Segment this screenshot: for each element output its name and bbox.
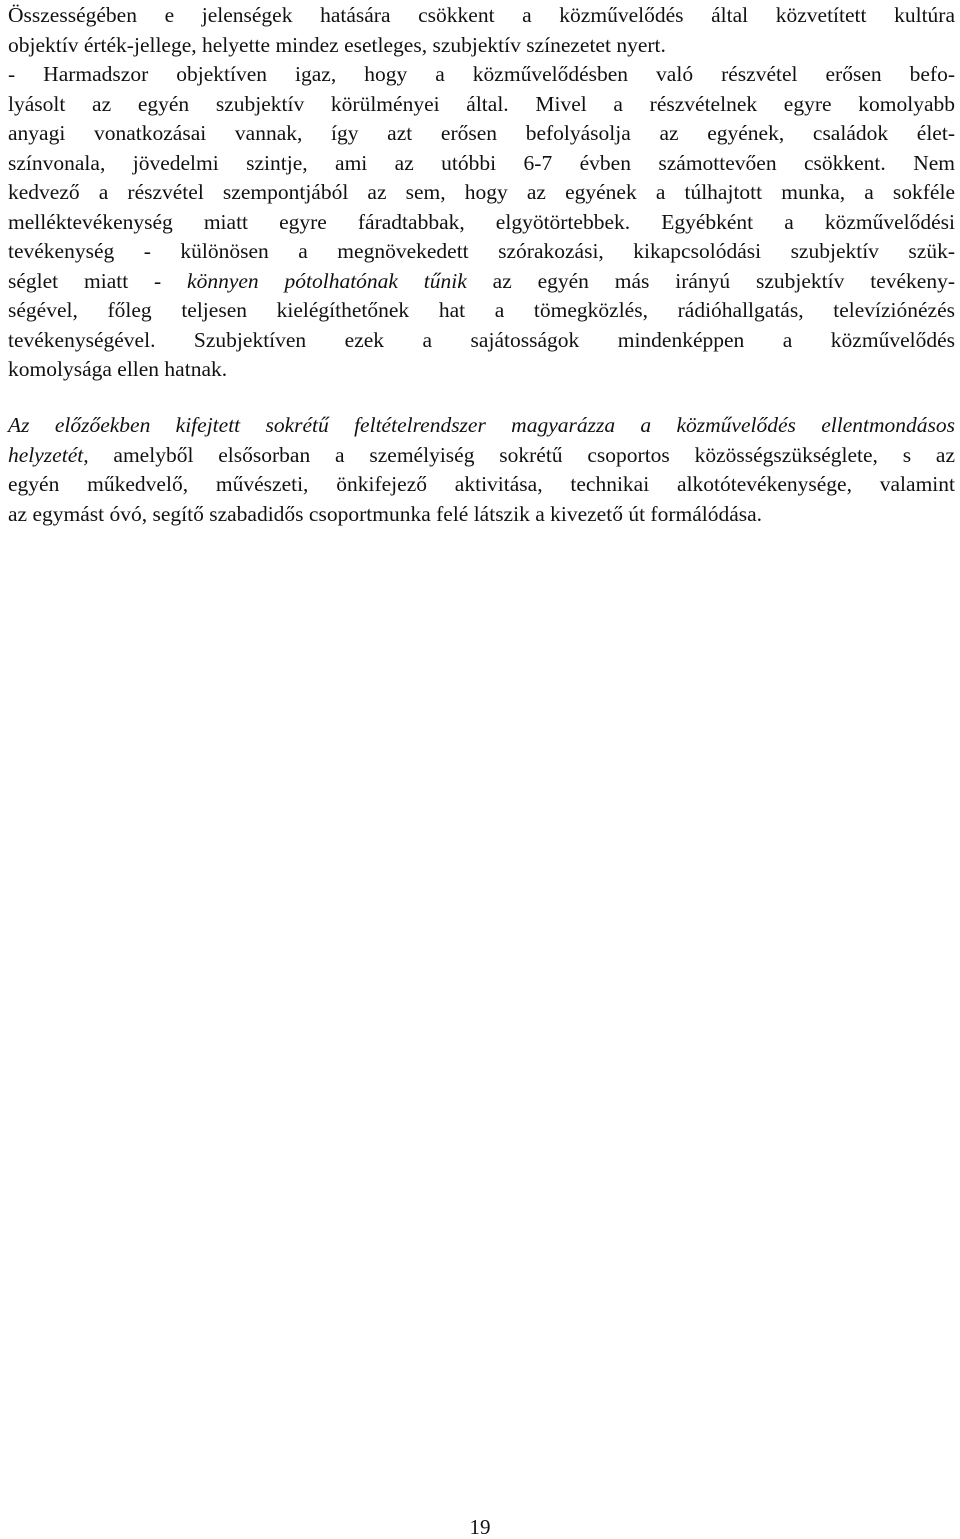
text-line: - Harmadszor objektíven igaz, hogy a közművelődésben való részvétel erősen befo-: [8, 62, 955, 86]
text-line: kedvező a részvétel szempontjából az sem, hogy az egyének a túlhajtott munka, a sokféle: [8, 180, 955, 204]
text-segment: séglet miatt -: [8, 268, 188, 293]
text-line: az egymást óvó, segítő szabadidős csoportmunka felé látszik a kivezető út formálódása.: [8, 501, 763, 526]
text-segment: amelyből elsősorban a személyiség sokrétű csoportos közösségszükséglete, s az: [88, 442, 955, 467]
text-line: [8, 441, 955, 471]
text-line: egyén műkedvelő, művészeti, önkifejező aktivitása, technikai alkotótevékenysége, valamint: [8, 472, 955, 496]
text-line: anyagi vonatkozásai vannak, így azt erősen befolyásolja az egyének, családok élet-: [8, 121, 955, 145]
text-line: [8, 267, 955, 297]
page-number: 19: [469, 1515, 491, 1539]
text-line: ségével, főleg teljesen kielégíthetőnek hat a tömegközlés, rádióhallgatás, televíziónézés: [8, 298, 955, 322]
text-line: lyásolt az egyén szubjektív körülményei által. Mivel a részvételnek egyre komolyabb: [8, 91, 955, 116]
text-line: Összességében e jelenségek hatására csökkent a közművelődés által közvetített kultúra: [8, 3, 955, 27]
italic-phrase: helyzetét,: [8, 442, 89, 467]
text-line: tevékenységével. Szubjektíven ezek a sajátosságok mindenképpen a közművelődés: [8, 327, 955, 352]
text-line: objektív érték-jellege, helyette mindez esetleges, szubjektív színezetet nyert.: [8, 32, 666, 57]
text-line: színvonala, jövedelmi szintje, ami az utóbbi 6-7 évben számottevően csökkent. Nem: [8, 150, 955, 175]
text-line: melléktevékenység miatt egyre fáradtabbak, elgyötörtebbek. Egyébként a közművelődési: [8, 209, 955, 234]
paragraph-2: [8, 411, 955, 529]
text-segment: az egyén más irányú szubjektív tevékeny-: [466, 268, 955, 293]
paragraph-1: [8, 1, 955, 385]
text-line: tevékenység - különösen a megnövekedett szórakozási, kikapcsolódási szubjektív szük-: [8, 239, 955, 263]
text-line: komolysága ellen hatnak.: [8, 357, 228, 381]
italic-phrase: könnyen pótolhatónak tűnik: [187, 268, 467, 293]
italic-line: Az előzőekben kifejtett sokrétű feltételrendszer magyarázza a közművelődés ellentmondásos: [8, 413, 955, 437]
